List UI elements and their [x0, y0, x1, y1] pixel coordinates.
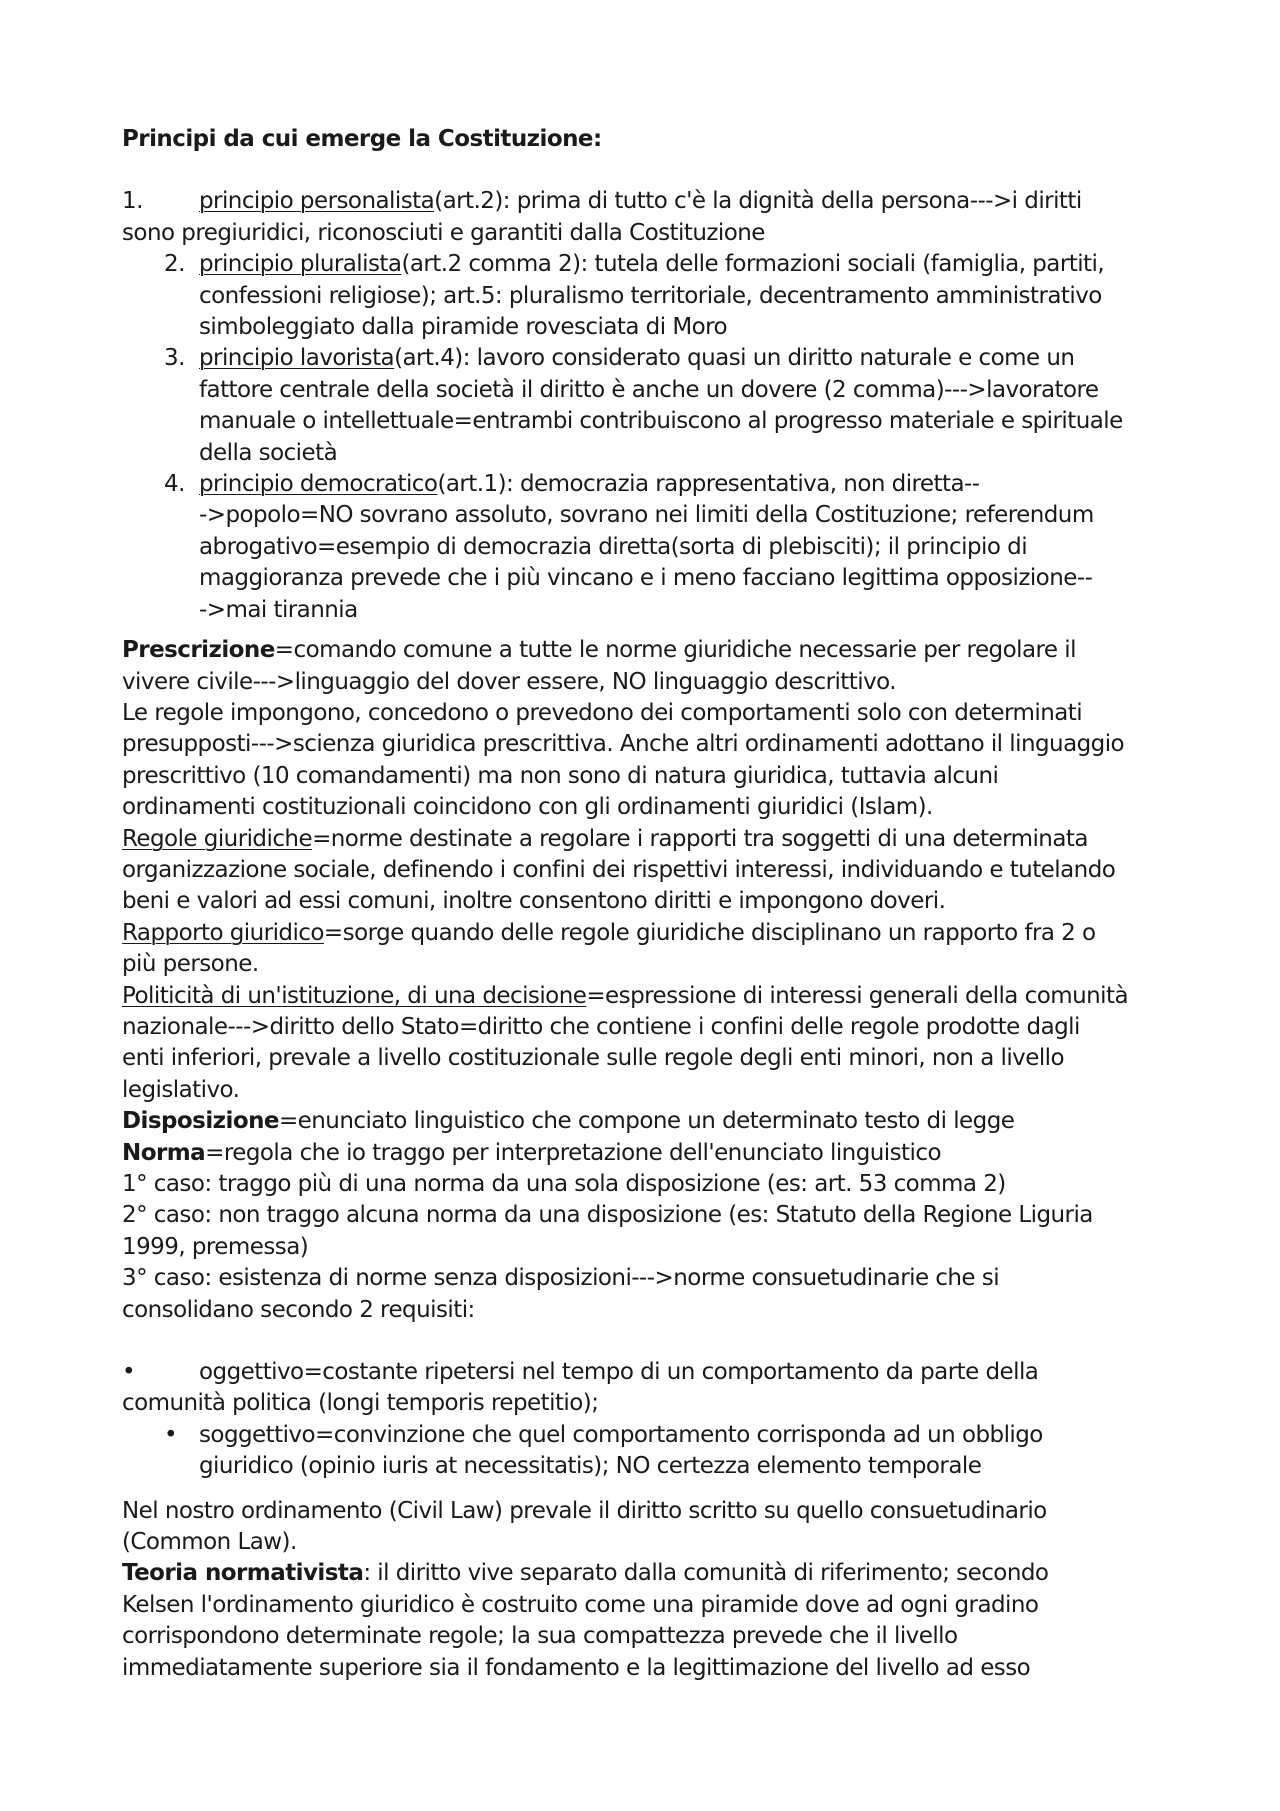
definition-text: =norme destinate a regolare i rapporti tra soggetti di una determinata	[312, 825, 1088, 852]
definition-text: =espressione di interessi generali della comunità	[586, 982, 1128, 1009]
principle-text: sono pregiuridici, riconosciuti e garantiti dalla Costituzione	[122, 219, 765, 246]
principle-term: principio pluralista	[199, 251, 402, 278]
list-marker: 2.	[164, 251, 185, 278]
casi-list	[122, 1169, 1172, 1326]
principle-text: maggioranza prevede che i più vincano e i meno facciano legittima opposizione--	[199, 565, 1093, 592]
requisito-text: giuridico (opinio iuris at necessitatis); NO certezza elemento temporale	[199, 1453, 982, 1480]
politicita-paragraph	[122, 981, 1172, 1107]
paragraph-line: Le regole impongono, concedono o prevedono dei comportamenti solo con determinati	[122, 699, 1083, 726]
prescrizione-paragraph	[122, 635, 1172, 698]
definition-text: =regola che io traggo per interpretazione dell'enunciato linguistico	[205, 1139, 941, 1166]
spacer	[122, 626, 1172, 635]
teoria-normativista-paragraph	[122, 1558, 1172, 1684]
definition-term: Disposizione	[122, 1108, 279, 1135]
norma-definition	[122, 1138, 1172, 1169]
principle-text: (art.2 comma 2): tutela delle formazioni sociali (famiglia, partiti,	[401, 251, 1105, 278]
paragraph-line: (Common Law).	[122, 1529, 297, 1556]
definition-text: corrispondono determinate regole; la sua compattezza prevede che il livello	[122, 1623, 958, 1650]
caso-line: 1° caso: traggo più di una norma da una sola disposizione (es: art. 53 comma 2)	[122, 1171, 1006, 1197]
definition-text: nazionale--->diritto dello Stato=diritto che contiene i confini delle regole prodotte dagli	[122, 1013, 1080, 1040]
section-title: Principi da cui emerge la Costituzione:	[122, 126, 602, 152]
requisito-item-1	[122, 1357, 1172, 1420]
bullet-marker: •	[164, 1421, 178, 1448]
definition-text: più persone.	[122, 951, 259, 978]
list-marker: 3.	[164, 345, 185, 372]
disposizione-definition	[122, 1106, 1172, 1137]
definition-text: enti inferiori, prevale a livello costituzionale sulle regole degli enti minori, non a livello	[122, 1045, 1065, 1072]
definition-text: =comando comune a tutte le norme giuridiche necessarie per regolare il	[274, 637, 1076, 664]
definition-term: Politicità di un'istituzione, di una decisione	[122, 982, 587, 1009]
principle-text: (art.2): prima di tutto c'è la dignità della persona--->i diritti	[434, 188, 1082, 215]
caso-line: 1999, premessa)	[122, 1233, 309, 1260]
spacer	[122, 1483, 1172, 1496]
definition-term: Teoria normativista	[122, 1560, 364, 1587]
definition-text: : il diritto vive separato dalla comunità di riferimento; secondo	[363, 1560, 1049, 1587]
principle-text: manuale o intellettuale=entrambi contribuiscono al progresso materiale e spirituale	[199, 408, 1123, 435]
definition-text: beni e valori ad essi comuni, inoltre consentono diritti e impongono doveri.	[122, 888, 946, 915]
regole-giuridiche-paragraph	[122, 824, 1172, 918]
caso-line: consolidano secondo 2 requisiti:	[122, 1296, 475, 1323]
definition-text: =enunciato linguistico che compone un determinato testo di legge	[278, 1108, 1015, 1135]
principle-text: abrogativo=esempio di democrazia diretta(sorta di plebisciti); il principio di	[199, 533, 1028, 560]
definition-text: =sorge quando delle regole giuridiche disciplinano un rapporto fra 2 o	[323, 919, 1096, 946]
definition-text: immediatamente superiore sia il fondamento e la legittimazione del livello ad esso	[122, 1654, 1031, 1681]
definition-term: Norma	[122, 1139, 206, 1166]
paragraph-line: ordinamenti costituzionali coincidono con gli ordinamenti giuridici (Islam).	[122, 794, 933, 821]
list-marker: 4.	[164, 471, 185, 498]
caso-line: 2° caso: non traggo alcuna norma da una disposizione (es: Statuto della Regione Liguria	[122, 1202, 1093, 1229]
principle-item-4	[122, 469, 1172, 626]
principle-text: fattore centrale della società il diritto è anche un dovere (2 comma)--->lavoratore	[199, 376, 1099, 403]
definition-text: legislativo.	[122, 1076, 240, 1103]
bullet-marker: •	[122, 1359, 136, 1386]
paragraph-line: prescrittivo (10 comandamenti) ma non sono di natura giuridica, tuttavia alcuni	[122, 762, 999, 789]
requisito-text: comunità politica (longi temporis repetitio);	[122, 1390, 599, 1417]
principle-term: principio personalista	[199, 188, 435, 215]
definition-text: Kelsen l'ordinamento giuridico è costruito come una piramide dove ad ogni gradino	[122, 1591, 1039, 1618]
document-body	[122, 124, 1172, 1684]
definition-text: organizzazione sociale, definendo i confini dei rispettivi interessi, individuando e tutelando	[122, 856, 1116, 883]
principle-term: principio lavorista	[199, 345, 395, 372]
principle-text: (art.1): democrazia rappresentativa, non diretta--	[437, 471, 980, 498]
paragraph-line: presupposti--->scienza giuridica prescrittiva. Anche altri ordinamenti adottano il linguaggio	[122, 731, 1125, 758]
definition-term: Prescrizione	[122, 637, 275, 664]
paragraph-line: Nel nostro ordinamento (Civil Law) prevale il diritto scritto su quello consuetudinario	[122, 1497, 1047, 1524]
requisito-text: oggettivo=costante ripetersi nel tempo di un comportamento da parte della	[199, 1359, 1039, 1386]
rapporto-giuridico-paragraph	[122, 918, 1172, 981]
civil-law-paragraph	[122, 1496, 1172, 1559]
definition-term: Rapporto giuridico	[122, 919, 324, 946]
spacer	[122, 1326, 1172, 1357]
principle-text: confessioni religiose); art.5: pluralismo territoriale, decentramento amministrativo	[199, 282, 1102, 309]
principle-item-2	[122, 249, 1172, 343]
principle-text: ->mai tirannia	[199, 596, 358, 623]
list-marker: 1.	[122, 188, 143, 215]
definition-text: vivere civile--->linguaggio del dover essere, NO linguaggio descrittivo.	[122, 668, 897, 695]
principle-term: principio democratico	[199, 471, 438, 498]
requisito-text: soggettivo=convinzione che quel comportamento corrisponda ad un obbligo	[199, 1421, 1043, 1448]
principle-text: (art.4): lavoro considerato quasi un diritto naturale e come un	[394, 345, 1075, 372]
definition-term: Regole giuridiche	[122, 825, 313, 852]
principle-text: simboleggiato dalla piramide rovesciata di Moro	[199, 314, 728, 341]
regole-paragraph	[122, 698, 1172, 824]
requisito-item-2	[122, 1420, 1172, 1483]
principle-item-1	[122, 186, 1172, 249]
principle-item-3	[122, 343, 1172, 469]
principle-text: della società	[199, 439, 338, 466]
principle-text: ->popolo=NO sovrano assoluto, sovrano nei limiti della Costituzione; referendum	[199, 502, 1094, 529]
caso-line: 3° caso: esistenza di norme senza disposizioni--->norme consuetudinarie che si	[122, 1265, 1000, 1292]
